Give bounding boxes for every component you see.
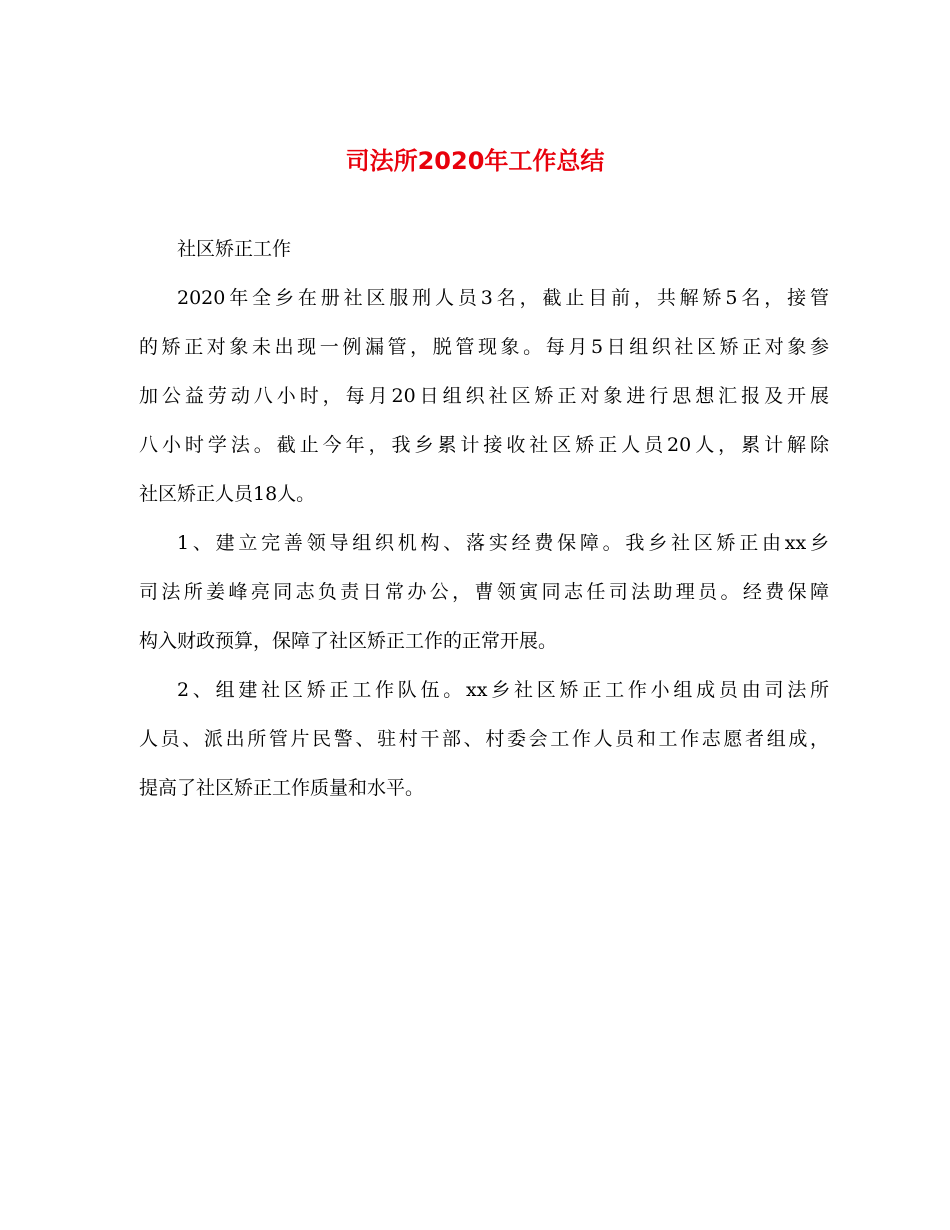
text-line: 1、建立完善领导组织机构、落实经费保障。我乡社区矫正由xx乡	[177, 532, 829, 554]
text-line: 构入财政预算，保障了社区矫正工作的正常开展。	[139, 630, 558, 652]
text-line: 的矫正对象未出现一例漏管，脱管现象。每月5日组织社区矫正对象参	[139, 336, 829, 358]
text-line: 提高了社区矫正工作质量和水平。	[139, 777, 425, 799]
paragraph-overview	[139, 274, 829, 519]
text-line: 加公益劳动八小时，每月20日组织社区矫正对象进行思想汇报及开展	[139, 385, 829, 407]
text-line: 社区矫正人员18人。	[139, 483, 316, 505]
text-line: 2、组建社区矫正工作队伍。xx乡社区矫正工作小组成员由司法所	[177, 679, 829, 701]
paragraph-section-heading	[139, 225, 829, 274]
text-line: 社区矫正工作	[177, 238, 292, 260]
paragraph-item-1	[139, 519, 829, 666]
document-title: 司法所2020年工作总结	[345, 147, 605, 175]
document-body	[139, 225, 829, 813]
text-line: 八小时学法。截止今年，我乡累计接收社区矫正人员20人，累计解除	[139, 434, 829, 456]
text-line: 2020年全乡在册社区服刑人员3名，截止目前，共解矫5名，接管	[177, 287, 829, 309]
text-line: 人员、派出所管片民警、驻村干部、村委会工作人员和工作志愿者组成，	[139, 728, 829, 750]
text-line: 司法所姜峰亮同志负责日常办公，曹领寅同志任司法助理员。经费保障	[139, 581, 829, 603]
paragraph-item-2	[139, 666, 829, 813]
